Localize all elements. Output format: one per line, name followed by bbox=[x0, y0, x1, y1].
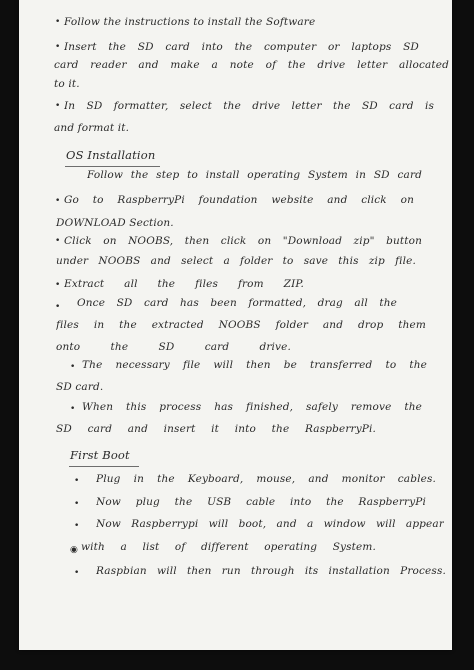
handwritten-line: card reader and make a note of the drive letter allocated bbox=[54, 60, 449, 71]
handwritten-line: with a list of different operating System. bbox=[81, 542, 376, 553]
handwritten-line: In SD formatter, select the drive letter the SD card is bbox=[64, 101, 434, 112]
handwritten-line: Now plug the USB cable into the RaspberryPi bbox=[96, 497, 426, 508]
bullet-dot: • bbox=[70, 404, 76, 414]
handwritten-line: files in the extracted NOOBS folder and drop them bbox=[56, 320, 426, 331]
heading-underline bbox=[65, 166, 160, 167]
handwritten-line: Go to RaspberryPi foundation website and click on bbox=[64, 195, 414, 206]
handwritten-line: Insert the SD card into the computer or laptops SD bbox=[64, 42, 419, 53]
handwritten-line: Click on NOOBS, then click on "Download zip" button bbox=[64, 236, 422, 247]
handwritten-line: Follow the instructions to install the Software bbox=[64, 16, 316, 28]
bullet-dot: • bbox=[55, 17, 61, 27]
heading-underline bbox=[69, 466, 139, 467]
notebook-page bbox=[19, 0, 452, 650]
bullet-dot: • bbox=[70, 362, 76, 372]
bullet-dot: • bbox=[55, 42, 61, 52]
bullet-dot: • bbox=[55, 101, 61, 111]
bullet-dot: • bbox=[74, 568, 80, 578]
handwritten-line: SD card. bbox=[56, 381, 104, 393]
bullet-dot: • bbox=[74, 499, 80, 509]
section-heading-os-installation: OS Installation bbox=[66, 148, 156, 162]
bullet-dot: • bbox=[55, 236, 61, 246]
handwritten-line: When this process has finished, safely remove the bbox=[82, 402, 422, 413]
handwritten-line: SD card and insert it into the RaspberryPi. bbox=[56, 424, 376, 435]
handwritten-line: and format it. bbox=[54, 122, 130, 134]
bullet-dot: • bbox=[55, 196, 61, 206]
bullet-dot: • bbox=[55, 302, 61, 312]
handwritten-line: The necessary file will then be transferred to the bbox=[82, 360, 427, 371]
bullet-dot: • bbox=[74, 476, 80, 486]
handwritten-line: to it. bbox=[54, 78, 80, 90]
handwritten-line: Follow the step to install operating System in SD card bbox=[87, 170, 422, 181]
handwritten-line: DOWNLOAD Section. bbox=[56, 217, 174, 229]
section-heading-first-boot: First Boot bbox=[70, 448, 130, 462]
handwritten-line: Extract all the files from ZIP. bbox=[64, 279, 304, 290]
handwritten-line: onto the SD card drive. bbox=[56, 342, 291, 353]
bullet-dot: • bbox=[55, 280, 61, 290]
handwritten-line: Plug in the Keyboard, mouse, and monitor cables. bbox=[96, 474, 436, 485]
handwritten-line: Now Raspberrypi will boot, and a window will appear bbox=[96, 519, 444, 530]
handwritten-line: Once SD card has been formatted, drag all the bbox=[77, 298, 397, 309]
handwritten-line: under NOOBS and select a folder to save this zip file. bbox=[56, 256, 416, 267]
bullet-dot: ◉ bbox=[70, 545, 78, 555]
bullet-dot: • bbox=[74, 521, 80, 531]
handwritten-line: Raspbian will then run through its installation Process. bbox=[96, 566, 446, 577]
